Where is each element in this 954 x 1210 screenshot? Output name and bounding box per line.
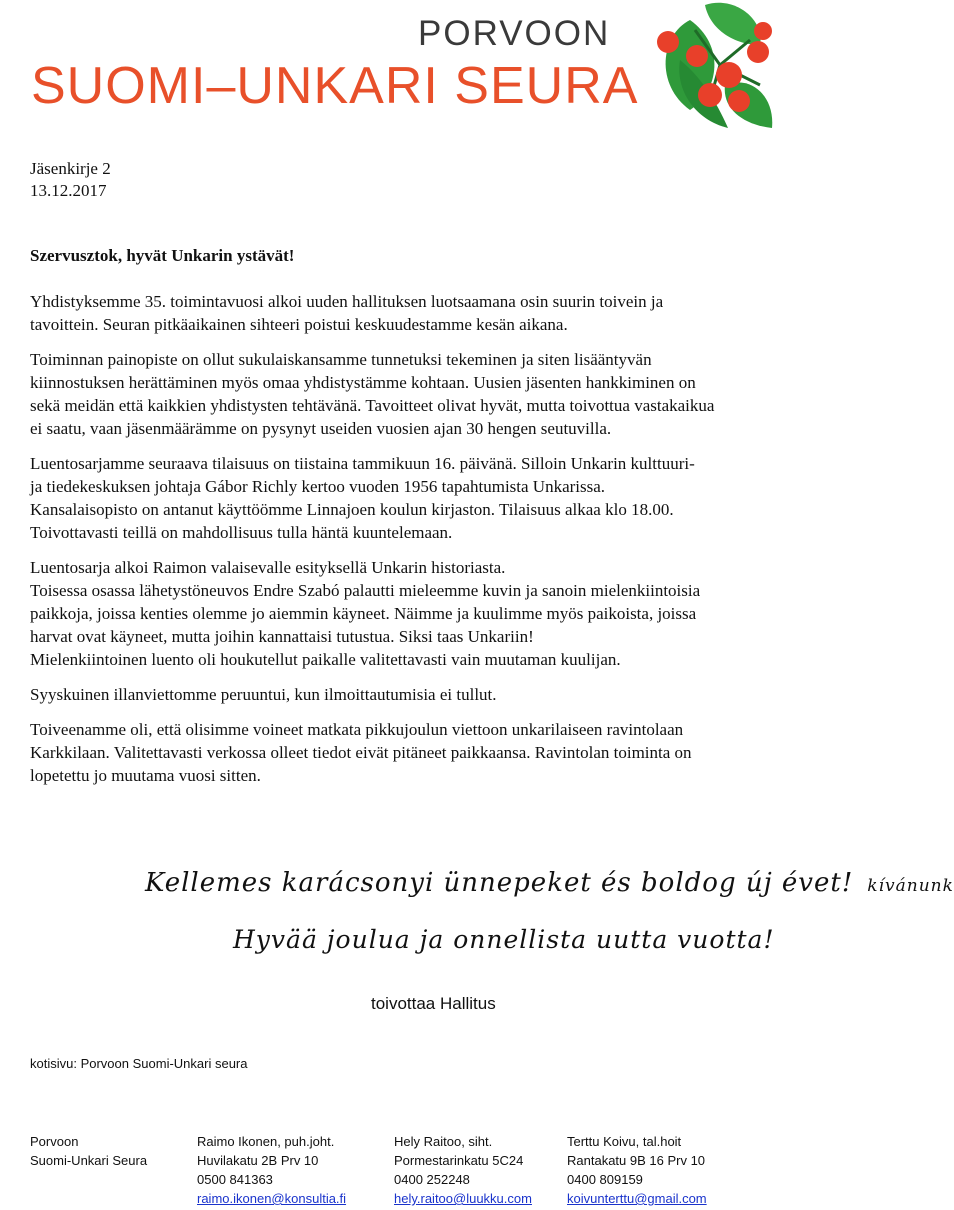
contact-address: Pormestarinkatu 5C24 bbox=[394, 1153, 524, 1168]
paragraph: Toiveenamme oli, että olisimme voineet matkata pikkujoulun viettoon unkarilaiseen ravintolaan Karkkilaan. Valitettavasti verkossa olleet tiedot eivät pitäneet paikkaansa. Ravintolan toiminta on lopetettu jo muutama vuosi sitten. bbox=[30, 720, 692, 785]
contact-name: Raimo Ikonen, puh.joht. bbox=[197, 1134, 335, 1149]
contact-secretary bbox=[394, 1132, 532, 1208]
logo-subtitle: PORVOON bbox=[418, 14, 611, 53]
hungarian-greeting bbox=[145, 868, 954, 898]
berry-branch-icon bbox=[650, 0, 780, 132]
paragraph: Luentosarjamme seuraava tilaisuus on tiistaina tammikuun 16. päivänä. Silloin Unkarin kulttuuri- ja tiedekeskuksen johtaja Gábor Richly kertoo vuoden 1956 tapahtumista Unkarissa. Kansalaisopisto on antanut käyttöömme Linnajoen koulun kirjaston. Tilaisuus alkaa klo 18.00. Toivottavasti teillä on mahdollisuus tulla häntä kuuntelemaan. bbox=[30, 454, 695, 542]
signature: toivottaa Hallitus bbox=[371, 994, 496, 1013]
contact-address: Rantakatu 9B 16 Prv 10 bbox=[567, 1153, 706, 1168]
society-line: Porvoon bbox=[30, 1134, 79, 1149]
contact-phone: 0400 809159 bbox=[567, 1172, 643, 1187]
contact-name: Terttu Koivu, tal.hoit bbox=[567, 1134, 682, 1149]
society-line: Suomi-Unkari Seura bbox=[30, 1153, 148, 1168]
contact-email-link[interactable]: raimo.ikonen@konsultia.fi bbox=[197, 1191, 347, 1206]
contact-email-link[interactable]: hely.raitoo@luukku.com bbox=[394, 1191, 532, 1206]
paragraph: Toiminnan painopiste on ollut sukulaiskansamme tunnetuksi tekeminen ja siten lisääntyvän kiinnostuksen herättäminen myös omaa yhdistystämme kohtaan. Uusien jäsenten hankkiminen on sekä meidän että kaikkien yhdistysten tehtävänä. Tavoitteet olivat hyvät, mutta toivottua vastakaikua ei saatu, vaan jäsenmäärämme on pysynyt useiden vuosien ajan 30 hengen seutuvilla. bbox=[30, 350, 715, 438]
letter-title: Jäsenkirje 2 bbox=[30, 159, 111, 178]
paragraph: Syyskuinen illanviettomme peruuntui, kun ilmoittautumisia ei tullut. bbox=[30, 685, 497, 704]
contact-address: Huvilakatu 2B Prv 10 bbox=[197, 1153, 319, 1168]
contact-email-link[interactable]: koivunterttu@gmail.com bbox=[567, 1191, 707, 1206]
homepage-line: kotisivu: Porvoon Suomi-Unkari seura bbox=[30, 1056, 248, 1071]
letter-meta bbox=[30, 158, 111, 202]
hungarian-greeting-suffix: kívánunk bbox=[867, 876, 954, 896]
logo-title: SUOMI–UNKARI SEURA bbox=[31, 57, 639, 115]
contact-treasurer bbox=[567, 1132, 707, 1208]
contact-phone: 0500 841363 bbox=[197, 1172, 273, 1187]
paragraph: Yhdistyksemme 35. toimintavuosi alkoi uuden hallituksen luotsaamana osin suurin toivein ja tavoittein. Seuran pitkäaikainen sihteeri poistui keskuudestamme kesän aikana. bbox=[30, 292, 664, 334]
contact-society bbox=[30, 1132, 147, 1170]
contact-chair bbox=[197, 1132, 346, 1208]
finnish-greeting: Hyvää joulua ja onnellista uutta vuotta! bbox=[233, 925, 775, 954]
hungarian-greeting-text: Kellemes karácsonyi ünnepeket és boldog új évet! bbox=[145, 868, 854, 898]
salutation: Szervusztok, hyvät Unkarin ystävät! bbox=[30, 246, 295, 265]
letter-body bbox=[30, 290, 875, 799]
paragraph: Luentosarja alkoi Raimon valaisevalle esityksellä Unkarin historiasta. Toisessa osassa lähetystöneuvos Endre Szabó palautti mieleemme kuvin ja sanoin mielenkiintoisia paikkoja, joissa kenties olemme jo aiemmin käyneet. Näimme ja kuulimme myös paikoista, joissa harvat ovat käyneet, mutta joihin kannattaisi tutustua. Siksi taas Unkariin! Mielenkiintoinen luento oli houkutellut paikalle valitettavasti vain muutaman kuulijan. bbox=[30, 558, 701, 669]
letter-date: 13.12.2017 bbox=[30, 181, 107, 200]
contact-name: Hely Raitoo, siht. bbox=[394, 1134, 493, 1149]
contact-phone: 0400 252248 bbox=[394, 1172, 470, 1187]
